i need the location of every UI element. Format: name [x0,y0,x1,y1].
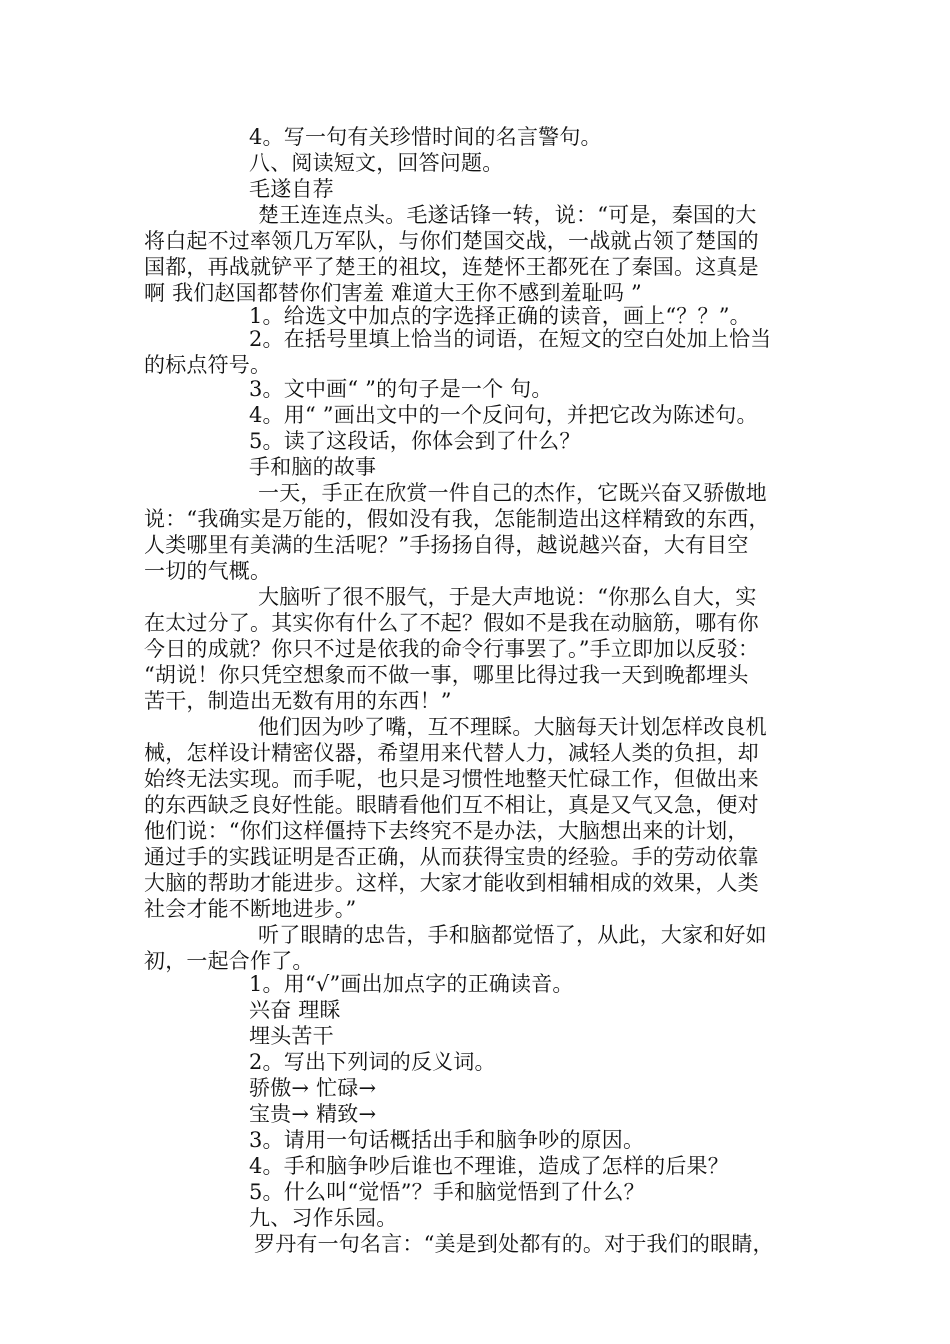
question-line: 的标点符号。 [144,353,272,377]
question-line: 1。用“√”画出加点字的正确读音。 [249,972,574,996]
question-line: 3。文中画“ ”的句子是一个 句。 [249,377,553,401]
question-line: 1。给选文中加点的字选择正确的读音，画上“？？”。 [249,304,751,328]
passage-line: 在太过分了。其实你有什么了不起？假如不是我在动脑筋，哪有你 [144,611,759,635]
passage-line: 大脑的帮助才能进步。这样，大家才能收到相辅相成的效果，人类 [144,871,759,895]
question-line: 4。用“ ”画出文中的一个反问句，并把它改为陈述句。 [249,403,758,427]
question-line: 2。写出下列词的反义词。 [249,1050,496,1074]
question-line: 2。在括号里填上恰当的词语，在短文的空白处加上恰当 [249,327,772,351]
passage-line: 说：“我确实是万能的，假如没有我，怎能制造出这样精致的东西， [144,507,770,531]
passage-line: 的东西缺乏良好性能。眼睛看他们互不相让，真是又气又急，便对 [144,793,759,817]
story-title-hand-brain: 手和脑的故事 [249,455,377,479]
passage-line: 将白起不过率领几万军队，与你们楚国交战，一战就占领了楚国的 [144,229,759,253]
section-9-heading: 九、习作乐园。 [249,1206,398,1230]
question-4-motto: 4。写一句有关珍惜时间的名言警句。 [249,125,602,149]
passage-line: 械，怎样设计精密仪器，希望用来代替人力，减轻人类的负担，却 [144,741,759,765]
passage-line: 一天，手正在欣赏一件自己的杰作，它既兴奋又骄傲地 [258,481,767,505]
passage-line: 大脑听了很不服气，于是大声地说：“你那么自大，实 [258,585,757,609]
passage-line: 今日的成就？你只不过是依我的命令行事罢了。”手立即加以反驳： [144,637,760,661]
question-line: 宝贵→ 精致→ [249,1102,377,1126]
passage-line: 罗丹有一句名言：“美是到处都有的。对于我们的眼睛， [254,1232,774,1256]
passage-line: 社会才能不断地进步。” [144,897,357,921]
question-line: 5。什么叫“觉悟”？手和脑觉悟到了什么？ [249,1180,645,1204]
passage-line: 初，一起合作了。 [144,949,314,973]
question-line: 4。手和脑争吵后谁也不理谁，造成了怎样的后果？ [249,1154,729,1178]
question-line: 骄傲→ 忙碌→ [249,1076,377,1100]
passage-line: 通过手的实践证明是否正确，从而获得宝贵的经验。手的劳动依靠 [144,845,759,869]
section-8-heading: 八、阅读短文，回答问题。 [249,151,504,175]
question-line: 3。请用一句话概括出手和脑争吵的原因。 [249,1128,645,1152]
story-title-mao-sui: 毛遂自荐 [249,177,334,201]
passage-line: 楚王连连点头。毛遂话锋一转，说：“可是，秦国的大 [258,203,757,227]
passage-line: 他们说：“你们这样僵持下去终究不是办法，大脑想出来的计划， [144,819,749,843]
question-line: 埋头苦干 [249,1024,334,1048]
passage-line: 一切的气概。 [144,559,272,583]
passage-line: 他们因为吵了嘴，互不理睬。大脑每天计划怎样改良机 [258,715,767,739]
passage-line: 人类哪里有美满的生活呢？”手扬扬自得，越说越兴奋，大有目空 [144,533,749,557]
passage-line: “胡说！你只凭空想象而不做一事，哪里比得过我一天到晚都埋头 [144,663,749,687]
passage-line: 苦干，制造出无数有用的东西！” [144,689,452,713]
passage-line: 始终无法实现。而手呢，也只是习惯性地整天忙碌工作，但做出来 [144,767,759,791]
question-line: 5。读了这段话，你体会到了什么？ [249,429,581,453]
passage-line: 国都，再战就铲平了楚王的祖坟，连楚怀王都死在了秦国。这真是 [144,255,759,279]
passage-line: 听了眼睛的忠告，手和脑都觉悟了，从此，大家和好如 [258,923,767,947]
passage-line: 啊 我们赵国都替你们害羞 难道大王你不感到羞耻吗 ” [144,281,642,305]
question-line: 兴奋 理睬 [249,998,341,1022]
